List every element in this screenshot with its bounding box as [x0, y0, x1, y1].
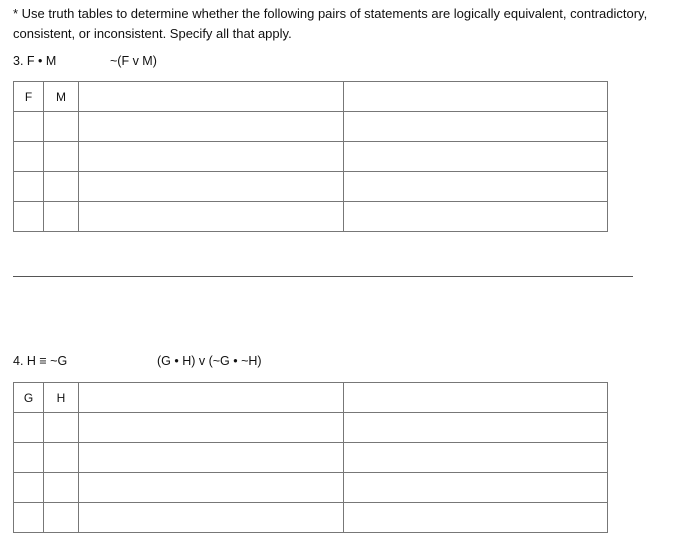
instructions: * Use truth tables to determine whether the following pairs of statements are logically equivalent, contradictory, consistent, or inconsistent. Specify all that apply. — [13, 6, 648, 41]
header-cell — [344, 383, 608, 413]
table-row — [14, 503, 608, 533]
truth-table-4 — [13, 382, 608, 533]
table-row — [14, 473, 608, 503]
problem-3-label: 3. F • M — [13, 54, 57, 68]
table-row — [14, 413, 608, 443]
header-cell — [79, 82, 344, 112]
table-row — [14, 142, 608, 172]
header-cell-g: G — [14, 383, 44, 413]
header-cell — [79, 383, 344, 413]
problem-3-statement: ~(F v M) — [110, 54, 157, 68]
header-cell-h: H — [44, 383, 79, 413]
truth-table-3 — [13, 81, 608, 232]
header-cell — [344, 82, 608, 112]
header-cell-m: M — [44, 82, 79, 112]
table-row — [14, 443, 608, 473]
problem-4-statement: (G • H) v (~G • ~H) — [157, 354, 262, 368]
table-row — [14, 112, 608, 142]
table-row — [14, 202, 608, 232]
section-divider — [13, 276, 633, 277]
table-header-row — [14, 82, 608, 112]
header-cell-f: F — [14, 82, 44, 112]
problem-4-label: 4. H ≡ ~G — [13, 354, 68, 368]
table-row — [14, 172, 608, 202]
table-header-row — [14, 383, 608, 413]
